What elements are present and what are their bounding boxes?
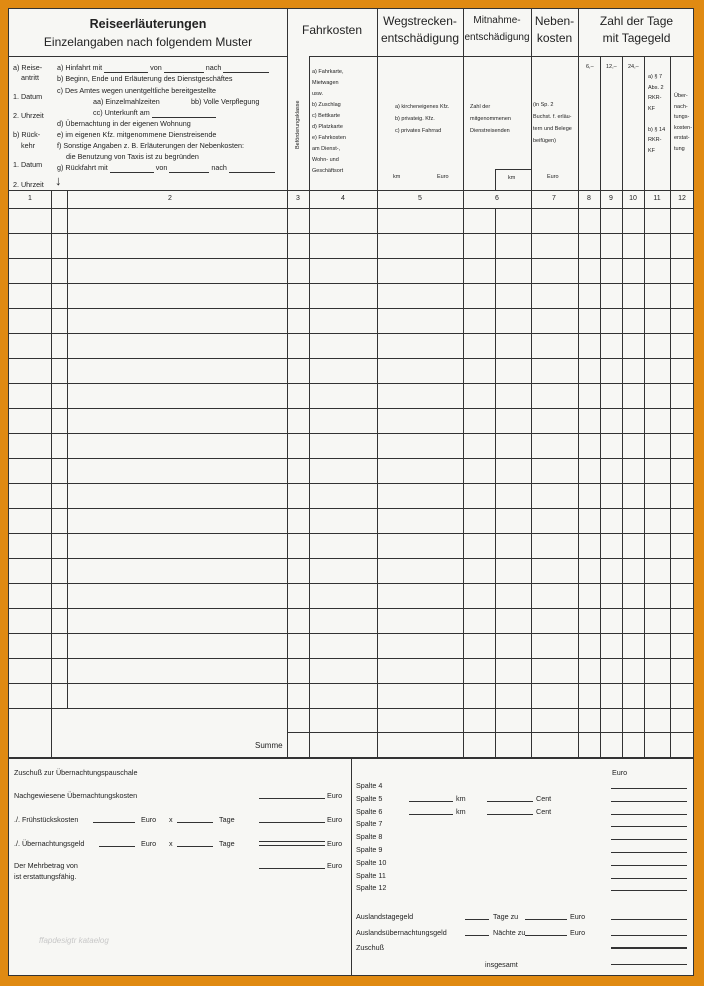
auslandsuebernachtung-label: Auslandsübernachtungsgeld bbox=[356, 928, 447, 937]
col4-line: d) Platzkarte bbox=[312, 124, 343, 130]
spalte-total-field[interactable] bbox=[611, 801, 687, 802]
mehrbetrag-euro: Euro bbox=[327, 861, 343, 870]
nachgewiesen-field[interactable] bbox=[259, 798, 325, 799]
table-row[interactable] bbox=[9, 533, 694, 558]
col7-unit-euro: Euro bbox=[547, 174, 559, 180]
fruehstueck-result-euro: Euro bbox=[327, 815, 343, 824]
spalte-total-field[interactable] bbox=[611, 865, 687, 866]
table-row[interactable] bbox=[9, 683, 694, 708]
col11-line: RKR- bbox=[648, 137, 662, 143]
header-divider-right bbox=[377, 56, 694, 57]
spalte-total-field[interactable] bbox=[611, 814, 687, 815]
nachgewiesen-euro: Euro bbox=[327, 791, 343, 800]
auslandsuebernachtung-total-field[interactable] bbox=[611, 935, 687, 936]
table-row[interactable] bbox=[9, 458, 694, 483]
col10-rate: 24,– bbox=[628, 64, 639, 70]
column-number: 4 bbox=[341, 195, 345, 202]
spalte-cent-field[interactable] bbox=[487, 801, 533, 802]
col11-line: KF bbox=[648, 105, 656, 112]
col11-line bbox=[648, 114, 665, 125]
col6-line-1: Zahl der bbox=[470, 104, 491, 110]
label-rueckkehr: b) Rück- bbox=[13, 130, 41, 139]
col4-line: e) Fahrkosten bbox=[312, 135, 346, 141]
table-row[interactable] bbox=[9, 408, 694, 433]
table-row[interactable] bbox=[9, 558, 694, 583]
bottom-section-separator bbox=[351, 757, 352, 976]
spalte-km-field[interactable] bbox=[409, 814, 453, 815]
spalte-label: Spalte 8 bbox=[356, 832, 383, 842]
col6-line-2: mitgenommenen bbox=[470, 116, 511, 122]
spalte-cent-label: Cent bbox=[536, 806, 552, 816]
table-row[interactable] bbox=[9, 483, 694, 508]
table-row[interactable] bbox=[9, 633, 694, 658]
column-number: 9 bbox=[609, 195, 613, 202]
header-wegstrecken-1: Wegstrecken- bbox=[383, 14, 457, 28]
instruction-c-cc: cc) Unterkunft am bbox=[93, 107, 216, 118]
col12-line: kosten- bbox=[674, 124, 693, 131]
col4-line: a) Fahrkarte, bbox=[312, 69, 344, 75]
col4-line: c) Bettkarte bbox=[312, 113, 341, 119]
col5-unit-euro: Euro bbox=[437, 174, 449, 180]
spalte-total-field[interactable] bbox=[611, 826, 687, 827]
label-datum-1: 1. Datum bbox=[13, 92, 43, 101]
col12-line: erstat- bbox=[674, 135, 690, 141]
spalte-cent-label: Cent bbox=[536, 793, 552, 803]
column-number: 8 bbox=[587, 195, 591, 202]
header-neben-2: kosten bbox=[536, 31, 573, 45]
spalte-total-field[interactable] bbox=[611, 839, 687, 840]
col4-line: Mietwagen bbox=[312, 80, 339, 86]
label-kehr: kehr bbox=[21, 141, 35, 150]
spalte-label: Spalte 10 bbox=[356, 857, 387, 867]
instruction-e: e) im eigenen Kfz. mitgenommene Dienstreisende bbox=[57, 130, 217, 139]
spalte-label: Spalte 4 bbox=[356, 781, 383, 790]
col5-item-b: b) privateig. Kfz. bbox=[395, 116, 435, 122]
spalte-total-field[interactable] bbox=[611, 878, 687, 879]
column-number: 1 bbox=[28, 195, 32, 202]
col5-item-c: c) privates Fahrrad bbox=[395, 128, 442, 134]
instruction-f1: f) Sonstige Angaben z. B. Erläuterungen der Nebenkosten: bbox=[57, 141, 244, 150]
uebernachtungsgeld-x: x bbox=[169, 839, 173, 848]
col11-line: KF bbox=[648, 147, 656, 154]
col7-line-2: Buchst. f. erläu- bbox=[533, 114, 572, 120]
header-tage-1: Zahl der Tage bbox=[599, 14, 674, 28]
column-number: 10 bbox=[629, 195, 637, 202]
col11-line: RKR- bbox=[648, 95, 662, 101]
label-uhrzeit-2: 2. Uhrzeit bbox=[13, 180, 44, 189]
auslandsuebernachtung-rate-field[interactable] bbox=[525, 935, 567, 936]
auslandstagegeld-label: Auslandstagegeld bbox=[356, 912, 414, 921]
col4-line: usw. bbox=[312, 91, 324, 97]
zuschuss-total-field[interactable] bbox=[611, 947, 687, 949]
col4-line: Geschäftsort bbox=[312, 168, 344, 174]
col6-unit-km: km bbox=[508, 175, 516, 181]
uebernachtungsgeld-double-line bbox=[259, 841, 325, 846]
form-title: Reiseerläuterungen bbox=[89, 17, 207, 31]
table-row[interactable] bbox=[9, 358, 694, 383]
spalte-total-field[interactable] bbox=[611, 890, 687, 891]
col9-rate: 12,– bbox=[606, 64, 617, 70]
uebernachtungsgeld-tage: Tage bbox=[219, 839, 235, 848]
header-bottom-line bbox=[9, 190, 694, 191]
spalte-km-field[interactable] bbox=[409, 801, 453, 802]
col3-befoerderungsklasse: Beförderungsklasse bbox=[295, 100, 301, 149]
table-row[interactable] bbox=[9, 208, 694, 233]
label-uhrzeit-1: 2. Uhrzeit bbox=[13, 111, 44, 120]
column-number: 7 bbox=[552, 195, 556, 202]
col7-line-1: (in Sp. 2 bbox=[533, 102, 554, 108]
header-fahrkosten: Fahrkosten bbox=[301, 23, 363, 37]
table-row[interactable] bbox=[9, 333, 694, 358]
fruehstueck-tage: Tage bbox=[219, 815, 235, 824]
instruction-f2: die Benutzung von Taxis ist zu begründen bbox=[66, 152, 199, 161]
insgesamt-label: insgesamt bbox=[485, 960, 518, 969]
spalte-label: Spalte 7 bbox=[356, 819, 383, 829]
col5-item-a: a) kircheneigenes Kfz. bbox=[395, 104, 450, 110]
table-row[interactable] bbox=[9, 308, 694, 333]
label-reiseantritt: a) Reise- bbox=[13, 63, 43, 72]
table-row[interactable] bbox=[9, 283, 694, 308]
fruehstueck-euro: Euro bbox=[141, 815, 157, 824]
col4-line: b) Zuschlag bbox=[312, 102, 341, 108]
summe-row[interactable] bbox=[287, 732, 694, 757]
instruction-c: c) Des Amtes wegen unentgeltliche bereitgestellte bbox=[57, 86, 217, 95]
col4-line: am Dienst-, bbox=[312, 146, 341, 152]
form-subtitle: Einzelangaben nach folgendem Muster bbox=[43, 35, 253, 49]
instruction-d: d) Übernachtung in der eigenen Wohnung bbox=[57, 119, 191, 128]
col5-unit-km: km bbox=[393, 174, 401, 180]
col6-line-3: Dienstreisenden bbox=[470, 128, 510, 134]
zuschuss-title: Zuschuß zur Übernachtungspauschale bbox=[14, 768, 138, 777]
col11-line: b) § 14 bbox=[648, 126, 666, 133]
col4-fahrkosten-list bbox=[312, 67, 346, 177]
zuschuss-label: Zuschuß bbox=[356, 943, 384, 952]
auslandsuebernachtung-euro: Euro bbox=[570, 928, 586, 937]
col4-line: Wohn- und bbox=[312, 157, 339, 163]
header-tage-2: mit Tagegeld bbox=[602, 31, 671, 45]
table-row[interactable] bbox=[9, 233, 694, 258]
auslandstagegeld-rate-field[interactable] bbox=[525, 919, 567, 920]
uebernachtungsgeld-tage-field[interactable] bbox=[177, 846, 213, 847]
instruction-b: b) Beginn, Ende und Erläuterung des Dienstgeschäftes bbox=[57, 74, 233, 83]
column-number: 6 bbox=[495, 195, 499, 202]
auslandstagegeld-total-field[interactable] bbox=[611, 919, 687, 920]
spalte-total-field[interactable] bbox=[611, 852, 687, 853]
auslandstagegeld-tage-zu: Tage zu bbox=[493, 912, 519, 921]
table-row[interactable] bbox=[9, 508, 694, 533]
spalte-total-field[interactable] bbox=[611, 788, 687, 789]
table-row[interactable] bbox=[9, 658, 694, 683]
spalte-km-label: km bbox=[456, 793, 466, 803]
header-mitnahme-2: entschädigung bbox=[464, 32, 530, 43]
col12-line: tung bbox=[674, 145, 685, 152]
instruction-c-bb: bb) Volle Verpflegung bbox=[191, 97, 260, 106]
header-divider-fahrkosten bbox=[309, 56, 377, 57]
table-row[interactable] bbox=[9, 258, 694, 283]
header-neben-1: Neben- bbox=[534, 14, 575, 28]
uebernachtungsgeld-label: ./. Übernachtungsgeld bbox=[14, 839, 85, 848]
spalte-km-label: km bbox=[456, 806, 466, 816]
table-row[interactable] bbox=[9, 608, 694, 633]
column-number: 11 bbox=[653, 195, 661, 202]
col8-rate: 6,– bbox=[586, 64, 594, 70]
col12-line: Über- bbox=[674, 93, 688, 99]
summe-top-line bbox=[9, 708, 694, 709]
column-number: 2 bbox=[168, 195, 172, 202]
nachgewiesen-label: Nachgewiesene Übernachtungskosten bbox=[14, 791, 138, 800]
table-row[interactable] bbox=[9, 383, 694, 408]
col11-line: a) § 7 bbox=[648, 74, 663, 80]
col7-line-4: beifügen) bbox=[533, 138, 556, 144]
column-number: 5 bbox=[418, 195, 422, 202]
col7-line-3: tern und Belege bbox=[533, 126, 572, 132]
col6-km-box bbox=[495, 169, 532, 190]
mehrbetrag-line-2: ist erstattungsfähig. bbox=[14, 872, 77, 881]
fruehstueck-tage-field[interactable] bbox=[177, 822, 213, 823]
spalte-label: Spalte 12 bbox=[356, 883, 387, 893]
column-number: 3 bbox=[296, 195, 300, 202]
column-separator-km-header bbox=[495, 169, 496, 190]
bottom-right-euro-header: Euro bbox=[612, 768, 628, 777]
col12-list bbox=[674, 91, 692, 154]
col12-line: nach- bbox=[674, 103, 688, 110]
fruehstueck-euro-field[interactable] bbox=[93, 822, 135, 823]
auslandsuebernachtung-naechte-zu: Nächte zu bbox=[493, 928, 526, 937]
summe-label: Summe bbox=[255, 741, 283, 750]
col11-rkr-list bbox=[648, 72, 665, 156]
mehrbetrag-line-1: Der Mehrbetrag von bbox=[14, 861, 78, 870]
col12-line: tungs- bbox=[674, 114, 690, 120]
header-mitnahme-1: Mitnahme- bbox=[473, 15, 521, 26]
uebernachtungsgeld-euro-field[interactable] bbox=[99, 846, 135, 847]
instruction-a: a) Hinfahrt mit von nach bbox=[57, 62, 269, 73]
auslandstagegeld-euro: Euro bbox=[570, 912, 586, 921]
label-antritt: antritt bbox=[21, 73, 39, 82]
insgesamt-total-field[interactable] bbox=[611, 964, 687, 965]
arrow-down-icon: ↓ bbox=[55, 173, 62, 188]
mehrbetrag-field[interactable] bbox=[259, 868, 325, 869]
auslandsuebernachtung-count-field[interactable] bbox=[465, 935, 489, 936]
uebernachtungsgeld-euro: Euro bbox=[141, 839, 157, 848]
uebernachtungsgeld-result-euro: Euro bbox=[327, 839, 343, 848]
spalte-label: Spalte 5 bbox=[356, 793, 383, 803]
header-wegstrecken-2: entschädigung bbox=[380, 31, 460, 45]
spalte-label: Spalte 6 bbox=[356, 806, 383, 816]
table-row[interactable] bbox=[9, 433, 694, 458]
header-divider-left bbox=[9, 56, 287, 57]
watermark: ffapdesigtr kataelog bbox=[39, 936, 109, 945]
label-datum-2: 1. Datum bbox=[13, 160, 43, 169]
instruction-g: g) Rückfahrt mit von nach bbox=[57, 162, 275, 173]
spalte-label: Spalte 11 bbox=[356, 870, 386, 880]
auslandstagegeld-count-field[interactable] bbox=[465, 919, 489, 920]
travel-expense-form bbox=[8, 8, 694, 976]
fruehstueck-label: ./. Frühstückskosten bbox=[14, 815, 79, 824]
fruehstueck-x: x bbox=[169, 815, 173, 824]
col11-line: Abs. 2 bbox=[648, 84, 664, 91]
spalte-label: Spalte 9 bbox=[356, 845, 383, 854]
fruehstueck-result-field[interactable] bbox=[259, 822, 325, 823]
column-number: 12 bbox=[678, 195, 686, 202]
table-row[interactable] bbox=[9, 583, 694, 608]
spalte-cent-field[interactable] bbox=[487, 814, 533, 815]
instruction-c-aa: aa) Einzelmahlzeiten bbox=[93, 97, 160, 106]
